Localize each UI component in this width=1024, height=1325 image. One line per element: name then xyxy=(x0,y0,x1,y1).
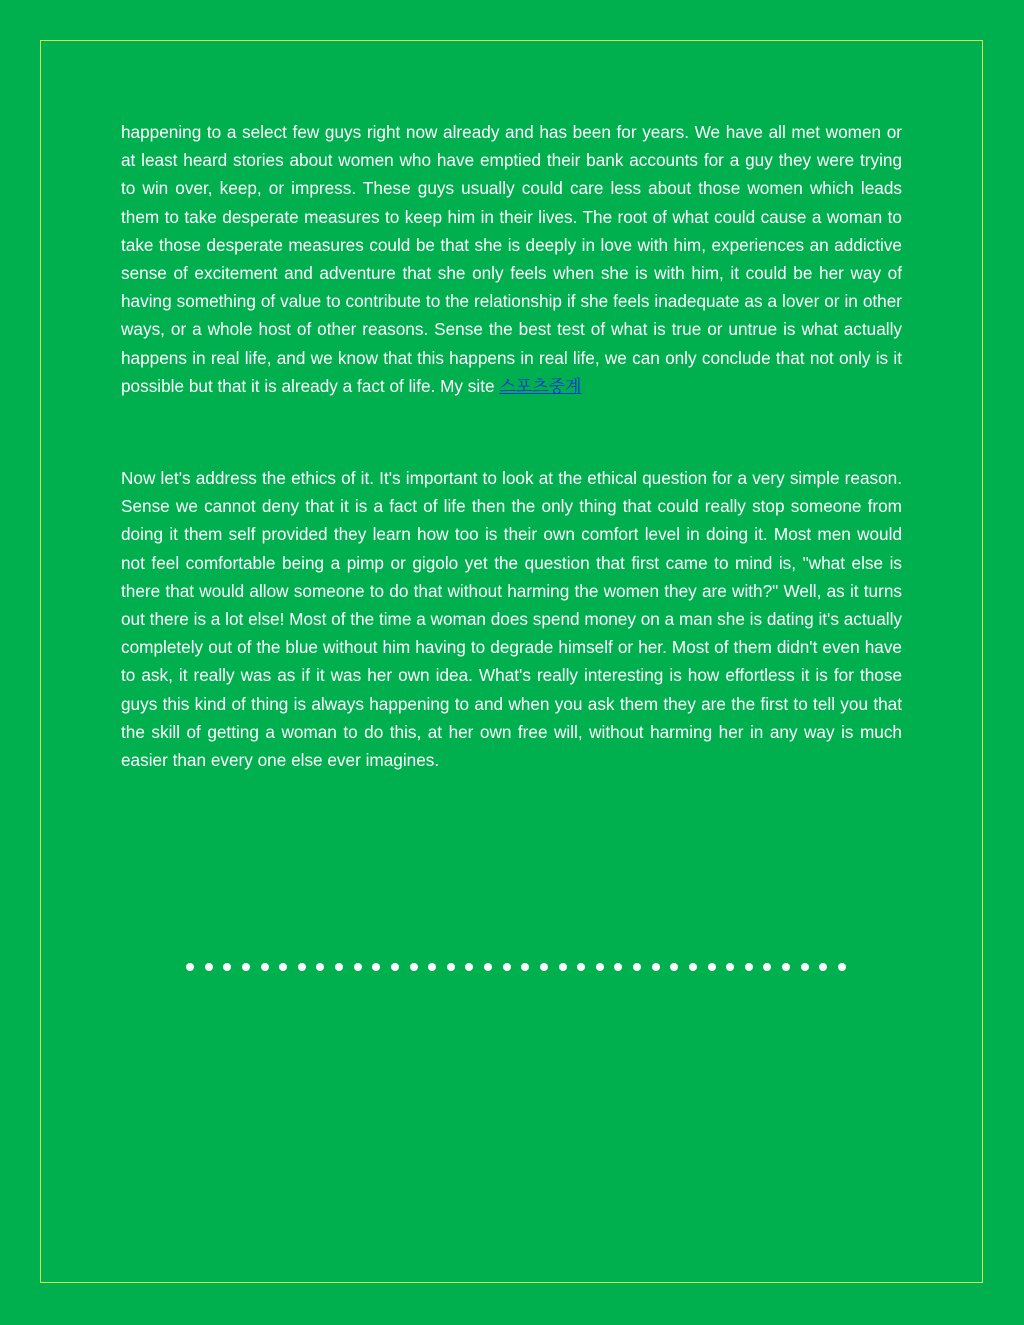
divider-dot xyxy=(745,963,753,971)
divider-dot xyxy=(279,963,287,971)
site-link[interactable]: 스포츠중계 xyxy=(499,376,582,397)
divider-dot xyxy=(708,963,716,971)
divider-dot xyxy=(484,963,492,971)
divider-dot xyxy=(316,963,324,971)
divider-dot xyxy=(205,963,213,971)
divider-dot xyxy=(801,963,809,971)
divider-dot xyxy=(242,963,250,971)
divider-dot xyxy=(410,963,418,971)
divider-dot xyxy=(838,963,846,971)
divider-dot xyxy=(614,963,622,971)
divider-dot xyxy=(726,963,734,971)
divider-dot xyxy=(447,963,455,971)
document-body xyxy=(121,118,902,774)
divider-dot xyxy=(261,963,269,971)
paragraph-2: Now let's address the ethics of it. It's important to look at the ethical question for a very simple reason. Sense we cannot deny that it is a fact of life then the only thing that could really stop someone from doing it them self provided they learn how too is their own comfort level in doing it. Most men would not feel comfortable being a pimp or gigolo yet the question that first came to mind is, "what else is there that would allow someone to do that without harming the women they are with?" Well, as it turns out there is a lot else! Most of the time a woman does spend money on a man she is dating it's actually completely out of the blue without him having to degrade himself or her. Most of them didn't even have to ask, it really was as if it was her own idea. What's really interesting is how effortless it is for those guys this kind of thing is always happening to and when you ask them they are the first to tell you that the skill of getting a woman to do this, at her own free will, without harming her in any way is much easier than every one else ever imagines. xyxy=(121,468,902,771)
divider-dot xyxy=(335,963,343,971)
divider-dot xyxy=(186,963,194,971)
divider-dot xyxy=(633,963,641,971)
divider-dot xyxy=(391,963,399,971)
divider-dot xyxy=(577,963,585,971)
divider-dot xyxy=(354,963,362,971)
divider-dot xyxy=(596,963,604,971)
divider-dot xyxy=(782,963,790,971)
divider-dot xyxy=(689,963,697,971)
divider-dot xyxy=(540,963,548,971)
divider-dot xyxy=(465,963,473,971)
divider-dot xyxy=(223,963,231,971)
paragraph-1-text: happening to a select few guys right now already and has been for years. We have all met women or at least heard stories about women who have emptied their bank accounts for a guy they were trying to win over, keep, or impress. These guys usually could care less about those women which leads them to take desperate measures to keep him in their lives. The root of what could cause a woman to take those desperate measures could be that she is deeply in love with him, experiences an addictive sense of excitement and adventure that she only feels when she is with him, it could be her way of having something of value to contribute to the relationship if she feels inadequate as a lover or in other ways, or a whole host of other reasons. Sense the best test of what is true or untrue is what actually happens in real life, and we know that this happens in real life, we can only conclude that not only is it possible but that it is already a fact of life. My site xyxy=(121,122,902,396)
divider-dot xyxy=(763,963,771,971)
divider-dot xyxy=(521,963,529,971)
divider-dot xyxy=(670,963,678,971)
divider-dot xyxy=(559,963,567,971)
divider-dot xyxy=(298,963,306,971)
divider-dot xyxy=(819,963,827,971)
dotted-divider xyxy=(186,962,846,972)
divider-dot xyxy=(503,963,511,971)
divider-dot xyxy=(652,963,660,971)
paragraph-1 xyxy=(121,118,902,401)
divider-dot xyxy=(372,963,380,971)
divider-dot xyxy=(428,963,436,971)
